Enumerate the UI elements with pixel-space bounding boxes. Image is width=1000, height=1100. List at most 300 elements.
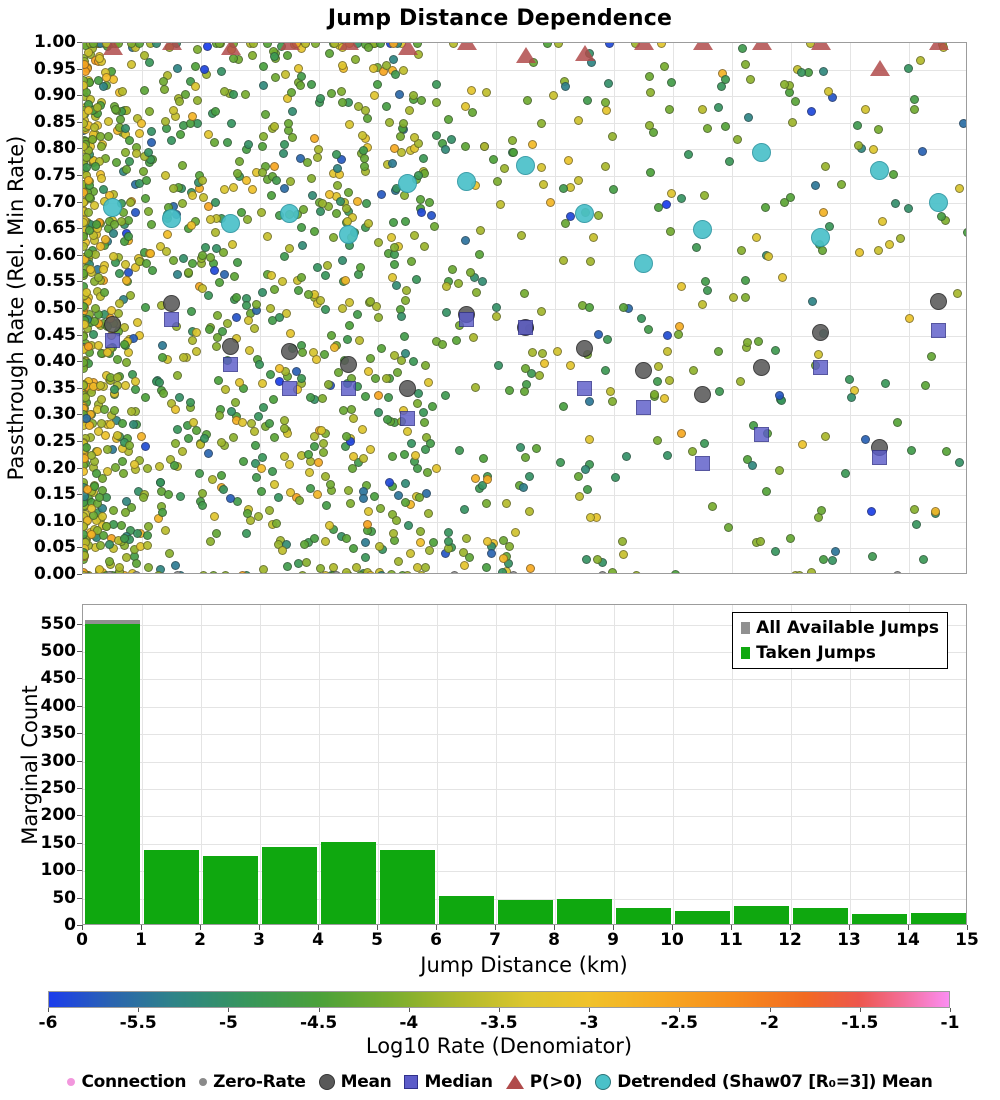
scatter-point [468, 108, 477, 117]
scatter-point [239, 457, 248, 466]
scatter-point [95, 493, 104, 502]
scatter-point [666, 227, 675, 236]
hist-y-tickmark [77, 815, 82, 816]
scatter-point [413, 399, 422, 408]
colorbar-tick-label: -4.5 [300, 1013, 338, 1033]
scatter-point [203, 43, 212, 51]
hist-y-tick-label: 200 [40, 805, 76, 826]
scatter-point [684, 150, 693, 159]
scatter-point [358, 131, 367, 140]
scatter-y-tick-label: 0.85 [34, 111, 76, 132]
scatter-point [347, 405, 356, 414]
scatter-point [163, 230, 172, 239]
scatter-point [140, 86, 149, 95]
scatter-y-tickmark [77, 42, 82, 43]
x-tickmark [436, 925, 437, 930]
scatter-point [384, 393, 393, 402]
scatter-point [243, 215, 252, 224]
scatter-point [788, 118, 797, 127]
scatter-point [424, 378, 433, 387]
scatter-y-axis-label: Passthrough Rate (Rel. Min Rate) [4, 135, 28, 481]
scatter-point [448, 265, 457, 274]
scatter-point [270, 122, 279, 131]
x-tick-label: 0 [76, 930, 88, 950]
hist-gridline [260, 605, 261, 924]
scatter-point [608, 132, 617, 141]
colorbar-tick-label: -6 [38, 1013, 58, 1033]
scatter-point [223, 138, 232, 147]
scatter-point [363, 520, 372, 529]
scatter-point [912, 520, 921, 529]
scatter-point [361, 553, 370, 562]
colorbar [48, 991, 950, 1008]
scatter-point [313, 263, 322, 272]
scatter-point [204, 449, 213, 458]
scatter-point [124, 232, 133, 241]
taken-bar [85, 624, 140, 924]
scatter-point [147, 127, 156, 136]
scatter-point [212, 529, 221, 538]
colorbar-tickmark [950, 1008, 951, 1012]
scatter-point [511, 528, 520, 537]
scatter-y-tick-label: 0.70 [34, 191, 76, 212]
scatter-point [831, 547, 840, 556]
scatter-point [173, 425, 182, 434]
scatter-gridline [83, 469, 966, 470]
scatter-point [199, 571, 208, 574]
scatter-point [211, 107, 220, 116]
scatter-point [345, 321, 354, 330]
scatter-point [211, 198, 220, 207]
scatter-point [226, 494, 235, 503]
scatter-point [388, 452, 397, 461]
scatter-gridline [614, 43, 615, 573]
scatter-point [649, 128, 658, 137]
median-marker [459, 312, 474, 327]
hist-gridline [496, 605, 497, 924]
scatter-point [279, 149, 288, 158]
scatter-point [342, 534, 351, 543]
scatter-point [320, 350, 329, 359]
scatter-gridline [83, 442, 966, 443]
scatter-point [146, 249, 155, 258]
scatter-point [298, 348, 307, 357]
zero-rate-marker [132, 571, 141, 574]
scatter-point [540, 359, 549, 368]
scatter-point [97, 395, 106, 404]
colorbar-tickmark [228, 1008, 229, 1012]
scatter-point [561, 82, 570, 91]
median-marker [813, 360, 828, 375]
scatter-point [701, 277, 710, 286]
scatter-point [115, 299, 124, 308]
scatter-point [248, 51, 257, 60]
scatter-point [402, 286, 411, 295]
scatter-point [525, 507, 534, 516]
scatter-point [428, 402, 437, 411]
scatter-point [148, 266, 157, 275]
scatter-point [274, 493, 283, 502]
scatter-point [314, 145, 323, 154]
scatter-point [622, 452, 631, 461]
x-tick-label: 5 [371, 930, 383, 950]
scatter-point [698, 300, 707, 309]
detrended-marker [398, 174, 417, 193]
scatter-point [442, 282, 451, 291]
scatter-point [90, 123, 99, 132]
scatter-point [637, 314, 646, 323]
scatter-point [294, 286, 303, 295]
scatter-point [121, 148, 130, 157]
scatter-gridline [83, 123, 966, 124]
taken-bar [616, 908, 671, 924]
scatter-point [743, 338, 752, 347]
scatter-point [423, 468, 432, 477]
scatter-point [280, 140, 289, 149]
scatter-point [342, 432, 351, 441]
scatter-point [187, 307, 196, 316]
scatter-point [176, 130, 185, 139]
hist-y-tick-label: 150 [40, 832, 76, 853]
scatter-point [265, 506, 274, 515]
scatter-point [250, 427, 259, 436]
hist-y-tickmark [77, 870, 82, 871]
scatter-point [756, 537, 765, 546]
legend-square-marker [404, 1075, 418, 1089]
scatter-point [144, 563, 153, 572]
scatter-point [500, 164, 509, 173]
scatter-y-tickmark [77, 148, 82, 149]
scatter-point [191, 82, 200, 91]
scatter-point [345, 120, 354, 129]
scatter-point [389, 218, 398, 227]
scatter-point [191, 62, 200, 71]
scatter-point [83, 485, 92, 494]
x-tickmark [377, 925, 378, 930]
scatter-point [487, 549, 496, 558]
scatter-point [102, 73, 111, 82]
scatter-point [432, 80, 441, 89]
scatter-point [206, 537, 215, 546]
scatter-gridline [437, 43, 438, 573]
scatter-point [953, 289, 962, 298]
scatter-point [390, 260, 399, 269]
scatter-point [199, 193, 208, 202]
scatter-point [744, 113, 753, 122]
scatter-point [416, 527, 425, 536]
scatter-point [88, 135, 97, 144]
scatter-point [278, 546, 287, 555]
scatter-point [714, 347, 723, 356]
colorbar-tickmark [499, 1008, 500, 1012]
scatter-point [807, 107, 816, 116]
scatter-point [142, 176, 151, 185]
scatter-point [371, 374, 380, 383]
scatter-point [275, 364, 284, 373]
scatter-point [173, 270, 182, 279]
hist-y-tick-label: 0 [64, 915, 76, 935]
scatter-point [736, 377, 745, 386]
scatter-point [92, 469, 101, 478]
scatter-point [233, 258, 242, 267]
zero-rate-marker [450, 571, 459, 574]
scatter-point [104, 132, 113, 141]
scatter-point [259, 132, 268, 141]
scatter-point [471, 474, 480, 483]
scatter-point [618, 537, 627, 546]
x-tick-label: 9 [607, 930, 619, 950]
hist-y-tickmark [77, 843, 82, 844]
scatter-point [361, 392, 370, 401]
scatter-point [92, 220, 101, 229]
scatter-point [476, 226, 485, 235]
scatter-point [455, 446, 464, 455]
scatter-point [255, 360, 264, 369]
scatter-point [444, 528, 453, 537]
scatter-point [724, 523, 733, 532]
scatter-point [145, 107, 154, 116]
detrended-marker [693, 220, 712, 239]
mean-marker [930, 293, 947, 310]
scatter-point [144, 207, 153, 216]
scatter-point [161, 117, 170, 126]
scatter-point [429, 538, 438, 547]
scatter-point [94, 427, 103, 436]
scatter-point [585, 397, 594, 406]
scatter-point [399, 66, 408, 75]
scatter-point [397, 312, 406, 321]
scatter-point [771, 346, 780, 355]
taken-bar [439, 896, 494, 924]
scatter-point [143, 464, 152, 473]
scatter-y-tickmark [77, 494, 82, 495]
scatter-point [461, 236, 470, 245]
scatter-point [492, 303, 501, 312]
scatter-point [438, 340, 447, 349]
scatter-point [188, 112, 197, 121]
scatter-point [310, 442, 319, 451]
hist-y-tick-label: 250 [40, 777, 76, 798]
median-marker [341, 381, 356, 396]
scatter-point [248, 185, 257, 194]
scatter-point [574, 176, 583, 185]
scatter-y-tick-label: 0.75 [34, 165, 76, 185]
legend-label: Taken Jumps [756, 643, 876, 663]
scatter-point [305, 468, 314, 477]
scatter-point [288, 107, 297, 116]
scatter-point [375, 542, 384, 551]
scatter-plot-area [82, 42, 967, 574]
scatter-point [392, 516, 401, 525]
scatter-point [447, 135, 456, 144]
scatter-point [700, 439, 709, 448]
scatter-point [344, 188, 353, 197]
scatter-point [243, 509, 252, 518]
colorbar-tickmark [770, 1008, 771, 1012]
scatter-point [193, 45, 202, 54]
figure-legend-label: Median [424, 1072, 493, 1092]
scatter-point [818, 246, 827, 255]
scatter-point [918, 147, 927, 156]
scatter-point [270, 480, 279, 489]
scatter-point [509, 148, 518, 157]
scatter-point [229, 183, 238, 192]
scatter-point [188, 191, 197, 200]
scatter-point [83, 288, 91, 297]
scatter-point [303, 158, 312, 167]
x-tick-label: 15 [955, 930, 979, 950]
scatter-point [389, 529, 398, 538]
scatter-point [344, 486, 353, 495]
scatter-point [295, 496, 304, 505]
scatter-point [374, 313, 383, 322]
scatter-point [171, 405, 180, 414]
hist-y-tickmark [77, 788, 82, 789]
scatter-point [322, 501, 331, 510]
scatter-point [175, 393, 184, 402]
scatter-point [663, 331, 672, 340]
colorbar-tickmark [679, 1008, 680, 1012]
scatter-point [218, 327, 227, 336]
scatter-y-tick-label: 1.00 [34, 32, 76, 52]
x-tickmark [82, 925, 83, 930]
scatter-point [355, 336, 364, 345]
scatter-point [373, 80, 382, 89]
scatter-point [496, 200, 505, 209]
scatter-point [270, 162, 279, 171]
x-tick-label: 12 [778, 930, 802, 950]
scatter-point [889, 170, 898, 179]
scatter-y-tick-label: 0.65 [34, 218, 76, 239]
scatter-y-tickmark [77, 414, 82, 415]
scatter-point [284, 119, 293, 128]
scatter-y-tick-label: 0.95 [34, 58, 76, 79]
hist-y-tickmark [77, 706, 82, 707]
scatter-point [359, 454, 368, 463]
scatter-point [632, 571, 641, 574]
scatter-point [198, 176, 207, 185]
taken-bar [203, 856, 258, 924]
scatter-points-layer [83, 43, 966, 573]
scatter-point [162, 124, 171, 133]
scatter-y-tick-label: 0.90 [34, 85, 76, 106]
scatter-gridline [83, 309, 966, 310]
scatter-y-tick-label: 0.35 [34, 377, 76, 398]
scatter-point [420, 418, 429, 427]
scatter-point [271, 73, 280, 82]
scatter-point [297, 273, 306, 282]
scatter-point [285, 460, 294, 469]
figure-legend-item [506, 1072, 583, 1092]
scatter-point [285, 244, 294, 253]
scatter-point [419, 154, 428, 163]
scatter-point [338, 256, 347, 265]
scatter-point [275, 313, 284, 322]
scatter-y-tickmark [77, 122, 82, 123]
scatter-point [482, 563, 491, 572]
hist-y-tick-label: 300 [40, 750, 76, 771]
scatter-point [420, 242, 429, 251]
scatter-point [791, 97, 800, 106]
scatter-point [837, 180, 846, 189]
scatter-y-tickmark [77, 388, 82, 389]
taken-bar [793, 908, 848, 924]
scatter-point [137, 119, 146, 128]
histogram-plot-area [82, 604, 967, 925]
scatter-point [807, 568, 816, 573]
scatter-point [310, 534, 319, 543]
scatter-point [589, 233, 598, 242]
scatter-point [298, 571, 307, 574]
taken-bar [498, 900, 553, 924]
scatter-point [494, 361, 503, 370]
scatter-point [667, 189, 676, 198]
scatter-point [426, 439, 435, 448]
scatter-point [762, 487, 771, 496]
scatter-point [299, 205, 308, 214]
scatter-point [417, 208, 426, 217]
figure-legend-label: Connection [81, 1072, 187, 1092]
scatter-point [221, 571, 230, 574]
scatter-gridline [850, 43, 851, 573]
scatter-point [472, 288, 481, 297]
scatter-point [537, 119, 546, 128]
scatter-point [87, 504, 96, 513]
scatter-point [520, 289, 529, 298]
scatter-point [761, 203, 770, 212]
scatter-point [169, 106, 178, 115]
scatter-point [452, 336, 461, 345]
scatter-point [296, 81, 305, 90]
scatter-point [483, 537, 492, 546]
scatter-point [407, 439, 416, 448]
scatter-point [127, 407, 136, 416]
scatter-point [179, 254, 188, 263]
scatter-point [821, 432, 830, 441]
scatter-point [141, 442, 150, 451]
scatter-point [538, 349, 547, 358]
x-tick-label: 6 [430, 930, 442, 950]
mean-marker [222, 338, 239, 355]
scatter-point [170, 461, 179, 470]
scatter-point [725, 157, 734, 166]
scatter-point [388, 159, 397, 168]
scatter-point [169, 256, 178, 265]
scatter-point [155, 462, 164, 471]
scatter-point [593, 555, 602, 564]
colorbar-tickmark [138, 1008, 139, 1012]
scatter-gridline [83, 522, 966, 523]
scatter-point [482, 499, 491, 508]
scatter-point [353, 310, 362, 319]
scatter-point [122, 358, 131, 367]
x-tick-label: 1 [135, 930, 147, 950]
scatter-point [583, 485, 592, 494]
scatter-point [821, 162, 830, 171]
scatter-point [910, 105, 919, 114]
median-marker [695, 456, 710, 471]
scatter-point [137, 432, 146, 441]
scatter-point [874, 125, 883, 134]
scatter-point [467, 86, 476, 95]
hist-gridline [83, 844, 966, 845]
median-marker [105, 333, 120, 348]
scatter-point [441, 145, 450, 154]
scatter-point [601, 98, 610, 107]
scatter-point [280, 252, 289, 261]
scatter-point [893, 418, 902, 427]
scatter-point [715, 387, 724, 396]
